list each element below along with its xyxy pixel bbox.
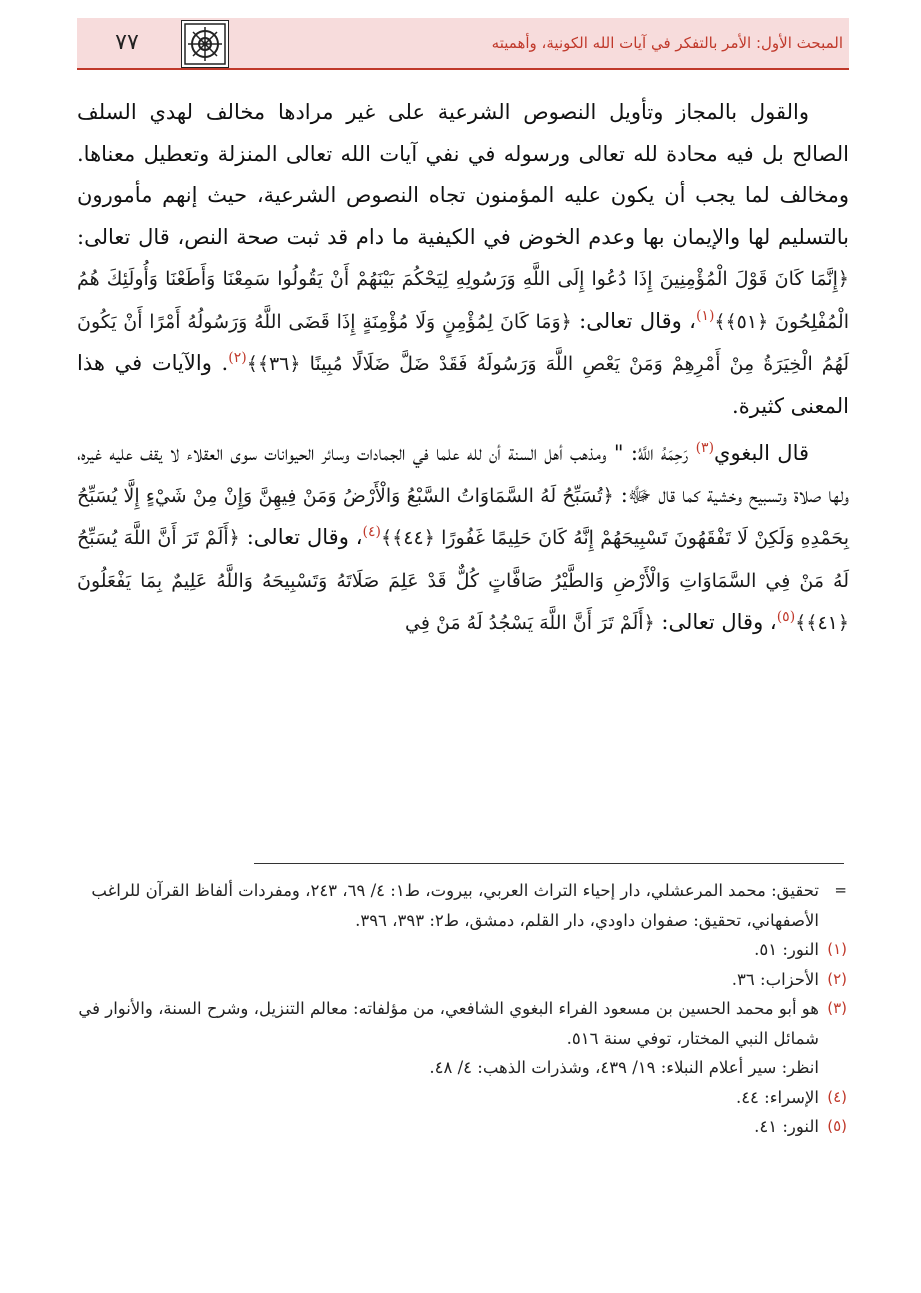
quran-verse: ﴿أَلَمْ تَرَ أَنَّ اللَّهَ يَسْجُدُ لَهُ مَنْ فِي: [405, 612, 655, 634]
footnote-marker: (٥): [827, 1117, 847, 1135]
footnote-ref[interactable]: (٢): [228, 350, 247, 366]
footnote-item: [77, 1083, 847, 1113]
text-span: ، وقال تعالى:: [654, 610, 777, 634]
footnote-marker: (١): [827, 940, 847, 958]
quran-verse: ﴿وَمَا كَانَ لِمُؤْمِنٍ وَلَا مُؤْمِنَةٍ إِذَا قَضَى اللَّهُ وَرَسُولُهُ أَمْرًا أَنْ يَكُونَ لَهُمُ الْخِيَرَةُ مِنْ أَمْرِهِمْ وَمَنْ يَعْصِ اللَّهَ وَرَسُولَهُ فَقَدْ ضَلَّ ضَلَالًا مُبِينًا ﴿٣٦﴾﴾: [77, 310, 850, 375]
footnote-text: انظر: سير أعلام النبلاء: ١٩/ ٤٣٩، وشذرات الذهب: ٤/ ٤٨.: [429, 1058, 819, 1077]
footnote-item: [77, 935, 847, 965]
quran-verse: ﴿أَلَمْ تَرَ أَنَّ اللَّهَ يُسَبِّحُ لَهُ مَنْ فِي السَّمَاوَاتِ وَالْأَرْضِ وَالطَّيْرُ صَافَّاتٍ كُلٌّ قَدْ عَلِمَ صَلَاتَهُ وَتَسْبِيحَهُ وَاللَّهُ عَلِيمٌ بِمَا يَفْعَلُونَ ﴿٤١﴾﴾: [77, 527, 849, 634]
footnote-text: النور: ٥١.: [754, 940, 819, 959]
footnote-item: [77, 1112, 847, 1142]
text-span: ، وقال تعالى:: [239, 525, 363, 549]
footnote-marker: (٢): [827, 969, 847, 988]
footnote-divider: [254, 863, 844, 864]
text-span: والقول بالمجاز وتأويل النصوص الشرعية على غير مرادها مخالف لهدي السلف الصالح بل فيه محادة لله تعالى ورسوله في نفي آيات الله تعالى المنزلة وتعطيل معناها. ومخالف لما يجب أن يكون عليه المؤمنون تجاه النصوص الشرعية، حيث إنهم مأمورون بالتسليم لها والإيمان بها وعدم الخوض في الكيفية ما دام قد ثبت صحة النص، قال تعالى:: [77, 100, 849, 249]
paragraph: [77, 92, 849, 427]
footnote-ref[interactable]: (٤): [362, 524, 382, 540]
text-span: ، وقال تعالى:: [571, 308, 696, 333]
footnote-text: الأحزاب: ٣٦.: [731, 969, 819, 989]
footnote-item: [77, 965, 847, 995]
ornament-icon: [181, 20, 229, 68]
footnote-item: [77, 994, 847, 1053]
quran-verse: ﴿تُسَبِّحُ لَهُ السَّمَاوَاتُ السَّبْعُ وَالْأَرْضُ وَمَنْ فِيهِنَّ وَإِنْ مِنْ شَيْءٍ إِلَّا يُسَبِّحُ بِحَمْدِهِ وَلَكِنْ لَا تَفْقَهُونَ تَسْبِيحَهُمْ إِنَّهُ كَانَ حَلِيمًا غَفُورًا ﴿٤٤﴾﴾: [77, 484, 849, 549]
quran-verse: ﴿إِنَّمَا كَانَ قَوْلَ الْمُؤْمِنِينَ إِذَا دُعُوا إِلَى اللَّهِ وَرَسُولِهِ لِيَحْكُمَ بَيْنَهُمْ أَنْ يَقُولُوا سَمِعْنَا وَأَطَعْنَا وَأُولَئِكَ هُمُ الْمُفْلِحُونَ ﴿٥١﴾﴾: [77, 268, 849, 333]
footnote-marker: (٤): [827, 1087, 847, 1106]
page-number: ٧٧: [115, 30, 139, 55]
footnotes: [77, 876, 847, 1142]
footnote-text: تحقيق: محمد المرعشلي، دار إحياء التراث العربي، بيروت، ط١: ٤/ ٦٩، ٢٤٣، ومفردات ألفاظ القرآن للراغب الأصفهاني، تحقيق: صفوان داودي، دار القلم، دمشق، ط٢: ٣٩٣، ٣٩٦.: [91, 881, 819, 930]
text-span: قال البغوي: [714, 441, 810, 465]
continuation-mark: =: [834, 881, 847, 899]
footnote-ref[interactable]: (١): [695, 307, 715, 324]
paragraph: [77, 433, 849, 645]
page-header: [77, 18, 849, 70]
footnote-marker: (٣): [827, 999, 847, 1017]
text-span: رَحِمَهُ اللَّهُ: " ومذهب أهل السنة أن لله علما في الجمادات وسائر الحيوانات سوى العقلاء لا يقف عليه غيره، ولها صلاة وتسبيح وخشية كما قال ﷻ:: [77, 441, 849, 507]
running-title: المبحث الأول: الأمر بالتفكر في آيات الله الكونية، وأهميته: [491, 34, 843, 52]
main-text: [77, 92, 849, 645]
footnote-text: النور: ٤١.: [754, 1117, 819, 1136]
text-span: . والآيات في هذا المعنى كثيرة.: [77, 351, 849, 418]
footnote-text: هو أبو محمد الحسين بن مسعود الفراء البغوي الشافعي، من مؤلفاته: معالم التنزيل، وشرح السنة، والأنوار في شمائل النبي المختار، توفي سنة ٥١٦.: [78, 999, 819, 1048]
footnote-continuation: [77, 876, 847, 935]
footnote-ref[interactable]: (٣): [695, 440, 715, 456]
footnote-text: الإسراء: ٤٤.: [735, 1087, 819, 1107]
footnote-ref[interactable]: (٥): [776, 609, 796, 625]
